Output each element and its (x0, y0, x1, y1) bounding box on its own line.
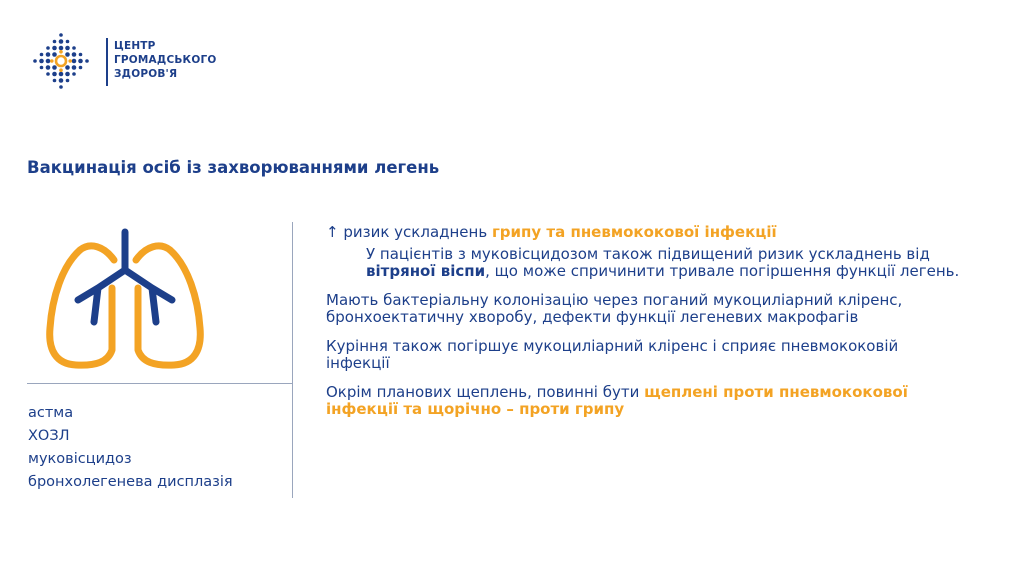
condition-item: астма (28, 405, 74, 421)
vertical-divider (292, 222, 293, 498)
cf-paragraph (326, 246, 966, 281)
vaccination-highlight: щеплені проти пневмококової інфекції та щорічно – проти грипу (326, 382, 908, 418)
logo-line-1: ЦЕНТР (114, 40, 156, 52)
risk-highlight: грипу та пневмококової інфекції (491, 223, 777, 241)
condition-item: бронхолегенева дисплазія (28, 474, 233, 490)
logo (30, 30, 217, 92)
page-title: Вакцинація осіб із захворюваннями легень (27, 158, 440, 177)
risk-text: ризик ускладнень (338, 223, 492, 241)
cf-text-before: У пацієнтів з муковісцидозом також підвищений ризик ускладнень від (366, 244, 930, 263)
up-arrow-icon: ↑ (326, 223, 339, 241)
logo-dots-icon (30, 30, 96, 92)
vaccination-paragraph (326, 384, 966, 419)
cf-bold: вітряної віспи (366, 262, 486, 280)
condition-item: муковісцидоз (28, 451, 132, 467)
logo-line-2: ГРОМАДСЬКОГО (114, 54, 217, 66)
colonization-paragraph: Мають бактеріальну колонізацію через поганий мукоциліарний кліренс, бронхоектатичну хворобу, дефекти функції легеневих макрофагів (326, 290, 903, 326)
content-text (326, 224, 966, 419)
logo-line-3: ЗДОРОВ'Я (114, 68, 178, 80)
lungs-icon (38, 226, 218, 376)
vaccination-text: Окрім планових щеплень, повинні бути (326, 382, 645, 401)
conditions-list (28, 402, 233, 494)
smoking-paragraph: Куріння також погіршує мукоциліарний кліренс і сприяє пневмококовій інфекції (326, 336, 899, 372)
condition-item: ХОЗЛ (28, 428, 70, 444)
logo-divider (106, 38, 108, 86)
horizontal-divider (27, 383, 292, 384)
risk-paragraph (326, 224, 966, 242)
cf-text-after: , що може спричинити тривале погіршення функції легень. (485, 262, 960, 280)
logo-text (114, 39, 216, 81)
